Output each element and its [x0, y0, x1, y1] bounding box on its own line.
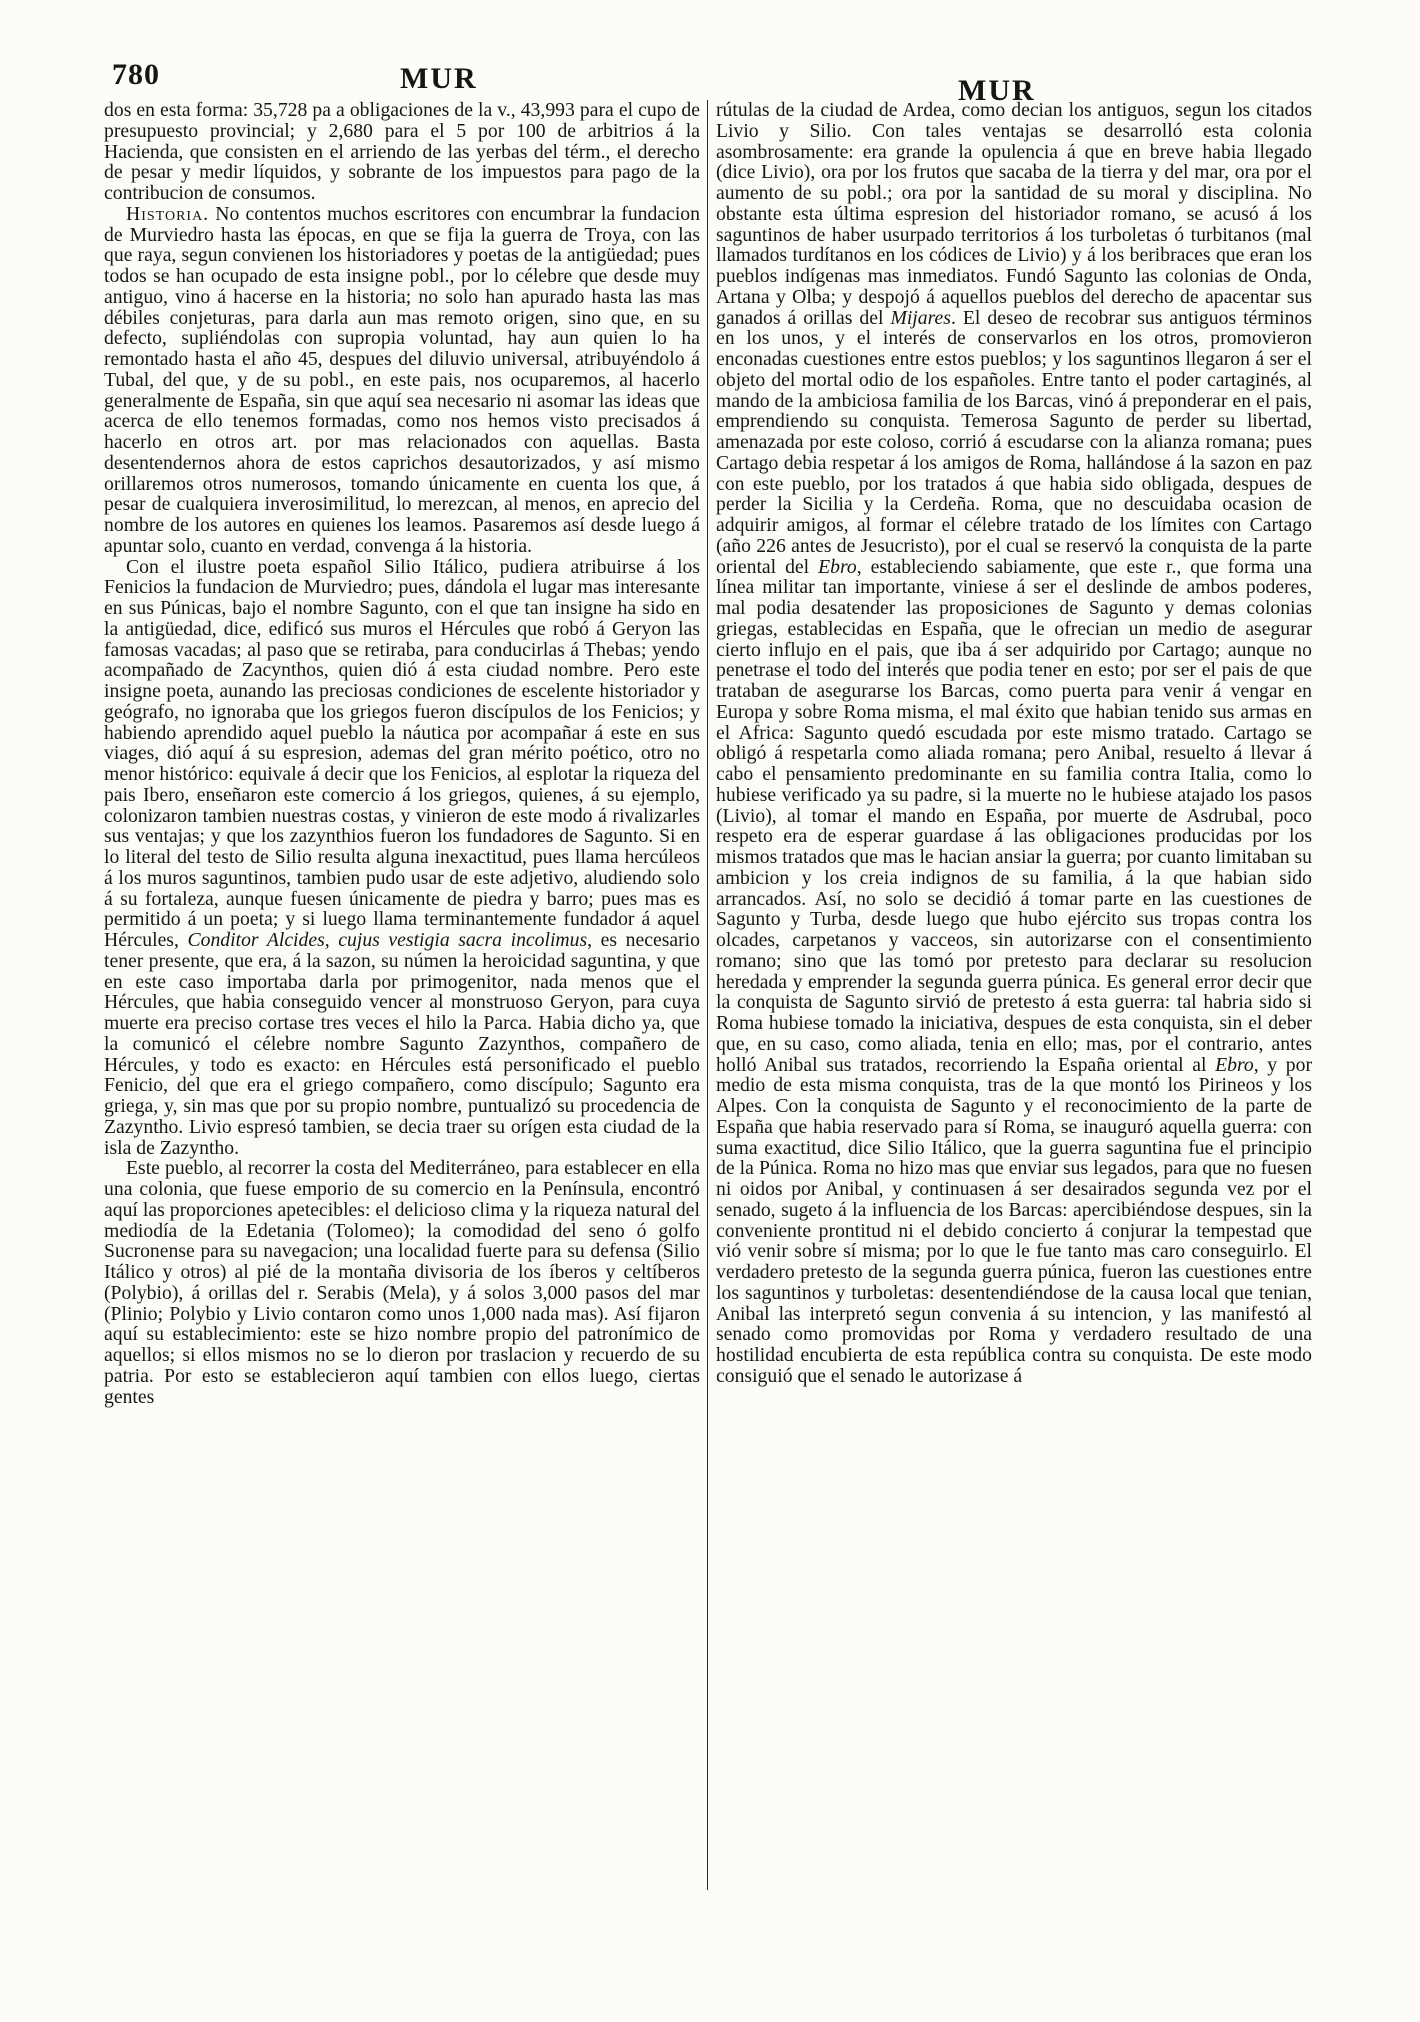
paragraph-rutulas-text-a: rútulas de la ciudad de Ardea, como decian los antiguos, segun los citados Livio y Silio. Con tales ventajas se desarrolló esta colonia asombrosamente: era grande la opulencia á que en breve habia llegado (dice Livio), ora por los frutos que sacaba de la tierra y del mar, ora por el aumento de su pobl.; ora por la santidad de su moral y disciplina. No obstante esta última espresion del historiador romano, se acusó á los saguntinos de haber usurpado territorios á los turboletas ó turbitanos (mal llamados turdítanos en los códices de Livio) y á los beribraces que eran los pueblos indígenas mas inmediatos. Fundó Sagunto las colonias de Onda, Artana y Olba; y despojó á aquellos pueblos del derecho de apacentar sus ganados á orillas del [716, 99, 1312, 329]
river-name-ebro: Ebro [818, 555, 857, 578]
paragraph-rutulas-text-c: , estableciendo sabiamente, que este r., que forma una línea militar tan importante, viniese á ser el deslinde de ambos poderes, mal podia desatender las proposiciones de Sagunto y demas colonias griegas, establecidas en España, que le ofrecian un medio de asegurar cierto influjo en el pais, que iba á ser adquirido por Cartago; aunque no penetrase el todo del interés que podia tener en esto; por ser el pais de que trataban de asegurarse los Barcas, como puerta para venir á vengar en Europa y sobre Roma misma, el mal éxito que habian tenido sus armas en el Africa: Sagunto quedó escudada por este mismo tratado. Cartago se obligó á respetarla como aliada romana; pero Anibal, resuelto á llevar á cabo el pensamiento predominante en su familia contra Italia, como lo hubiese verificado ya su padre, si la muerte no le hubiese atajado los pasos (Livio), al tomar el mando en España, por muerte de Asdrubal, poco respeto era de esperar guardase á las obligaciones producidas por los mismos tratados que mas le hacian ansiar la guerra; por cuanto limitaban su ambicion y los creia indignos de su familia, á la que habian sido arrancados. Así, no solo se decidió á tomar parte en las cuestiones de Sagunto y Turba, desde luego que hubo ejército sus tropas contra los olcades, carpetanos y vacceos, sin autorizarse con el consentimiento romano; sino que las tomó por pretesto para declarar su resolucion heredada y emprender la segunda guerra púnica. Es general error decir que la conquista de Sagunto sirvió de pretesto á esta guerra: tal habria sido si Roma hubiese tomado la iniciativa, despues de esta conquista, sin el deber que, en su caso, como aliada, tenia en ello; mas, por el contrario, antes holló Anibal sus tratados, recorriendo la España oriental al [716, 555, 1313, 1076]
paragraph-historia [104, 204, 700, 557]
paragraph-historia-text: No contentos muchos escritores con encumbrar la fundacion de Murviedro hasta las épocas, en que se fija la guerra de Troya, con las que raya, segun convienen los historiadores y poetas de la antigüedad; pues todos se han ocupado de esta insigne pobl., por lo célebre que desde muy antiguo, vino á hacerse en la historia; no solo han apurado hasta las mas débiles conjeturas, para darla aun mas remoto origen, sino que, en su defecto, supliéndolas con supropia voluntad, hay aun quien lo ha remontado hasta el año 45, despues del diluvio universal, atribuyéndolo á Tubal, del que, y de su pobl., en este pais, nos ocuparemos, al hacerlo generalmente de España, sin que aquí sea necesario ni asomar las ideas que acerca de ello tenemos formadas, como nos hemos visto precisados á hacerlo en otros art. por mas relacionados con aquellas. Basta desentendernos ahora de estos caprichos desautorizados, y así mismo orillaremos otros numerosos, tomando únicamente en cuenta los que, á pesar de cualquiera inverosimilitud, lo merezcan, al menos, en aprecio del nombre de los autores en quienes los leamos. Pasaremos así desde luego á apuntar solo, cuanto en verdad, convenga á la historia. [104, 202, 700, 557]
paragraph-rutulas [716, 100, 1312, 1387]
page-number: 780 [112, 58, 160, 91]
paragraph-este-pueblo: Este pueblo, al recorrer la costa del Mediterráneo, para establecer en ella una colonia, que fuese emporio de su comercio en la Península, encontró aquí las proporciones apetecibles: el delicioso clima y la riqueza natural del mediodía de la Edetania (Tolomeo); la comodidad del seno ó golfo Sucronense para su navegacion; una localidad fuerte para su defensa (Silio Itálico y otros) al pié de la montaña divisoria de los íberos y celtíberos (Polybio), á orillas del r. Serabis (Mela), y á solos 3,000 pasos del mar (Plinio; Polybio y Livio contaron como unos 1,000 nada mas). Así fijaron aquí su establecimiento: este se hizo nombre propio del patronímico de aquellos; si ellos mismos no se lo dieron por traslacion y recuerdo de su patria. Por esto se establecieron aquí tambien con ellos luego, ciertas gentes [104, 1157, 700, 1408]
right-column [716, 100, 1312, 1387]
running-head-left: MUR [400, 62, 478, 95]
paragraph-rutulas-text-b: . El deseo de recobrar sus antiguos términos en los unos, y el interés de conservarlos en los otros, promovieron enconadas cuestiones entre estos pueblos; y los saguntinos llegaron á ser el objeto del mortal odio de los españoles. Entre tanto el poder cartaginés, al mando de la ambiciosa familia de los Barcas, vinó á preponderar en el pais, emprendiendo su conquista. Temerosa Sagunto de perder su libertad, amenazada por este coloso, corrió á escudarse con la alianza romana; pues Cartago debia respetar á los amigos de Roma, hallándose á la sazon en paz con este pueblo, por los tratados á que habia sido obligada, despues de perder la Sicilia y la Cerdeña. Roma, que no descuidaba ocasion de adquirir amigos, al formar el célebre tratado de los límites con Cartago (año 226 antes de Jesucristo), por el cual se reservó la conquista de la parte oriental del [716, 306, 1312, 578]
running-head-right: MUR [958, 74, 1036, 107]
paragraph-contribuciones: dos en esta forma: 35,728 pa a obligaciones de la v., 43,993 para el cupo de presupuesto provincial; y 2,680 para el 5 por 100 de arbitrios á la Hacienda, que consisten en el arriendo de las yerbas del térm., el derecho de pesar y medir líquidos, y sobrante de los impuestos para pago de la contribucion de consumos. [104, 99, 700, 204]
paragraph-silio-italico [104, 557, 700, 1159]
latin-quote: Conditor Alcides, cujus vestigia sacra incolimus [187, 929, 588, 951]
paragraph-silio-text-a: Con el ilustre poeta español Silio Itálico, pudiera atribuirse á los Fenicios la fundacion de Murviedro; pues, dándola el lugar mas interesante en sus Púnicas, bajo el nombre Sagunto, con el que tan insigne ha sido en la antigüedad, dice, edificó sus muros el Hércules que robó á Geryon las famosas vacadas; al paso que se retiraba, para conducirlas á Thebas; yendo acompañado de Zacynthos, quien dió á esta ciudad nombre. Pero este insigne poeta, aunando las preciosas condiciones de escelente historiador y geógrafo, no ignoraba que los griegos fueron discípulos de los Fenicios; y habiendo aprendido aquel pueblo la náutica por acompañar á este en sus viages, dió aquí á su espresion, ademas del gran mérito poético, otro no menor histórico: equivale á decir que los Fenicios, al esplotar la riqueza del pais Ibero, enseñaron este comercio á los griegos, quienes, á su ejemplo, colonizaron tambien nuestras costas, y vinieron de este modo á rivalizarles sus ventajas; y que los zazynthios fueron los fundadores de Sagunto. Si en lo literal del testo de Silio resulta alguna inexactitud, pues llama hercúleos á los muros saguntinos, tambien pudo usar de este adjetivo, aludiendo solo á su fortaleza, aunque fuesen únicamente de piedra y barro; pues mas es permitido á un poeta; y si luego llama terminantemente fundador á aquel Hércules, [104, 555, 700, 951]
river-name-ebro-2: Ebro [1215, 1053, 1254, 1076]
river-name-mijares: Mijares [890, 306, 951, 329]
paragraph-rutulas-text-d: , y por medio de esta misma conquista, tras de la que montó los Pirineos y los Alpes. Con la conquista de Sagunto y el reconocimiento de la parte de España que habia reservado para sí Roma, se inauguró aquella guerra: con suma exactitud, dice Silio Itálico, que la guerra saguntina fue el principio de la Púnica. Roma no hizo mas que enviar sus legados, para que no fuesen ni oidos por Anibal, y continuasen á ser desairados segunda vez por el senado, sugeto á la influencia de los Barcas: apercibiéndose despues, sin la conveniente prontitud ni el debido concierto á conjurar la tempestad que vió venir sobre sí misma; por lo que le fue tanto mas caro conseguirlo. El verdadero pretesto de la segunda guerra púnica, fueron las cuestiones entre los saguntinos y turboletas: desentendiéndose de la causa local que tenian, Anibal las interpretó segun convenia á su intencion, y las manifestó al senado como promovidas por Roma y verdadero resultado de una hostilidad encubierta de esta república contra su conquista. De este modo consiguió que el senado le autorizase á [716, 1053, 1312, 1387]
section-heading-historia: Historia. [126, 202, 210, 225]
left-column [104, 100, 700, 1407]
paragraph-silio-text-b: , es necesario tener presente, que era, á la sazon, su númen la heroicidad saguntina, y que en este caso importaba darla por primogenitor, nada menos que el Hércules, que habia conseguido vencer al monstruoso Geryon, para cuya muerte era preciso cortase tres veces el hilo la Parca. Habia dicho ya, que la comunicó el célebre nombre Sagunto Zazynthos, compañero de Hércules, y todo es exacto: en Hércules está personificado el pueblo Fenicio, del que era el griego compañero, como discípulo; Sagunto era griega, y, sin mas que por su propio nombre, puntualizó su procedencia de Zazyntho. Livio espresó tambien, se decia traer su orígen esta ciudad de la isla de Zazyntho. [104, 929, 700, 1159]
column-divider [707, 100, 708, 1890]
